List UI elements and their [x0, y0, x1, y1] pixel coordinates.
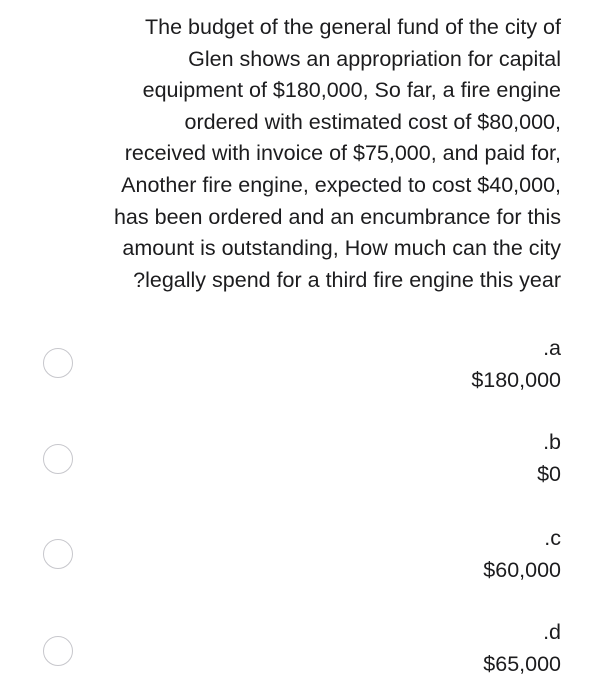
- question-text: [21, 12, 561, 296]
- option-c-letter: .c: [544, 526, 561, 550]
- option-c[interactable]: [0, 525, 601, 595]
- option-a[interactable]: [0, 335, 601, 405]
- option-b[interactable]: [0, 429, 601, 499]
- radio-option-c[interactable]: [43, 539, 73, 569]
- question-line: received with invoice of $75,000, and paid for,: [124, 141, 561, 166]
- option-a-letter: .a: [543, 336, 561, 360]
- option-c-value: $60,000: [483, 558, 561, 582]
- option-b-letter: .b: [543, 430, 561, 454]
- question-line: ordered with estimated cost of $80,000,: [184, 109, 561, 134]
- question-line: Glen shows an appropriation for capital: [188, 46, 561, 71]
- option-d-value: $65,000: [483, 652, 561, 676]
- question-line: amount is outstanding, How much can the city: [122, 236, 561, 261]
- question-line: has been ordered and an encumbrance for this: [113, 204, 561, 229]
- question-line: The budget of the general fund of the city of: [145, 15, 561, 39]
- option-d[interactable]: [0, 619, 601, 689]
- question-line: ?legally spend for a third fire engine this year: [133, 267, 561, 292]
- option-a-value: $180,000: [471, 368, 561, 392]
- question-line: Another fire engine, expected to cost $40,000,: [121, 172, 561, 197]
- question-line: equipment of $180,000, So far, a fire engine: [142, 78, 561, 103]
- option-b-value: $0: [537, 462, 561, 486]
- radio-option-a[interactable]: [43, 348, 73, 378]
- radio-option-d[interactable]: [43, 636, 73, 666]
- radio-option-b[interactable]: [43, 444, 73, 474]
- option-d-letter: .d: [543, 620, 561, 644]
